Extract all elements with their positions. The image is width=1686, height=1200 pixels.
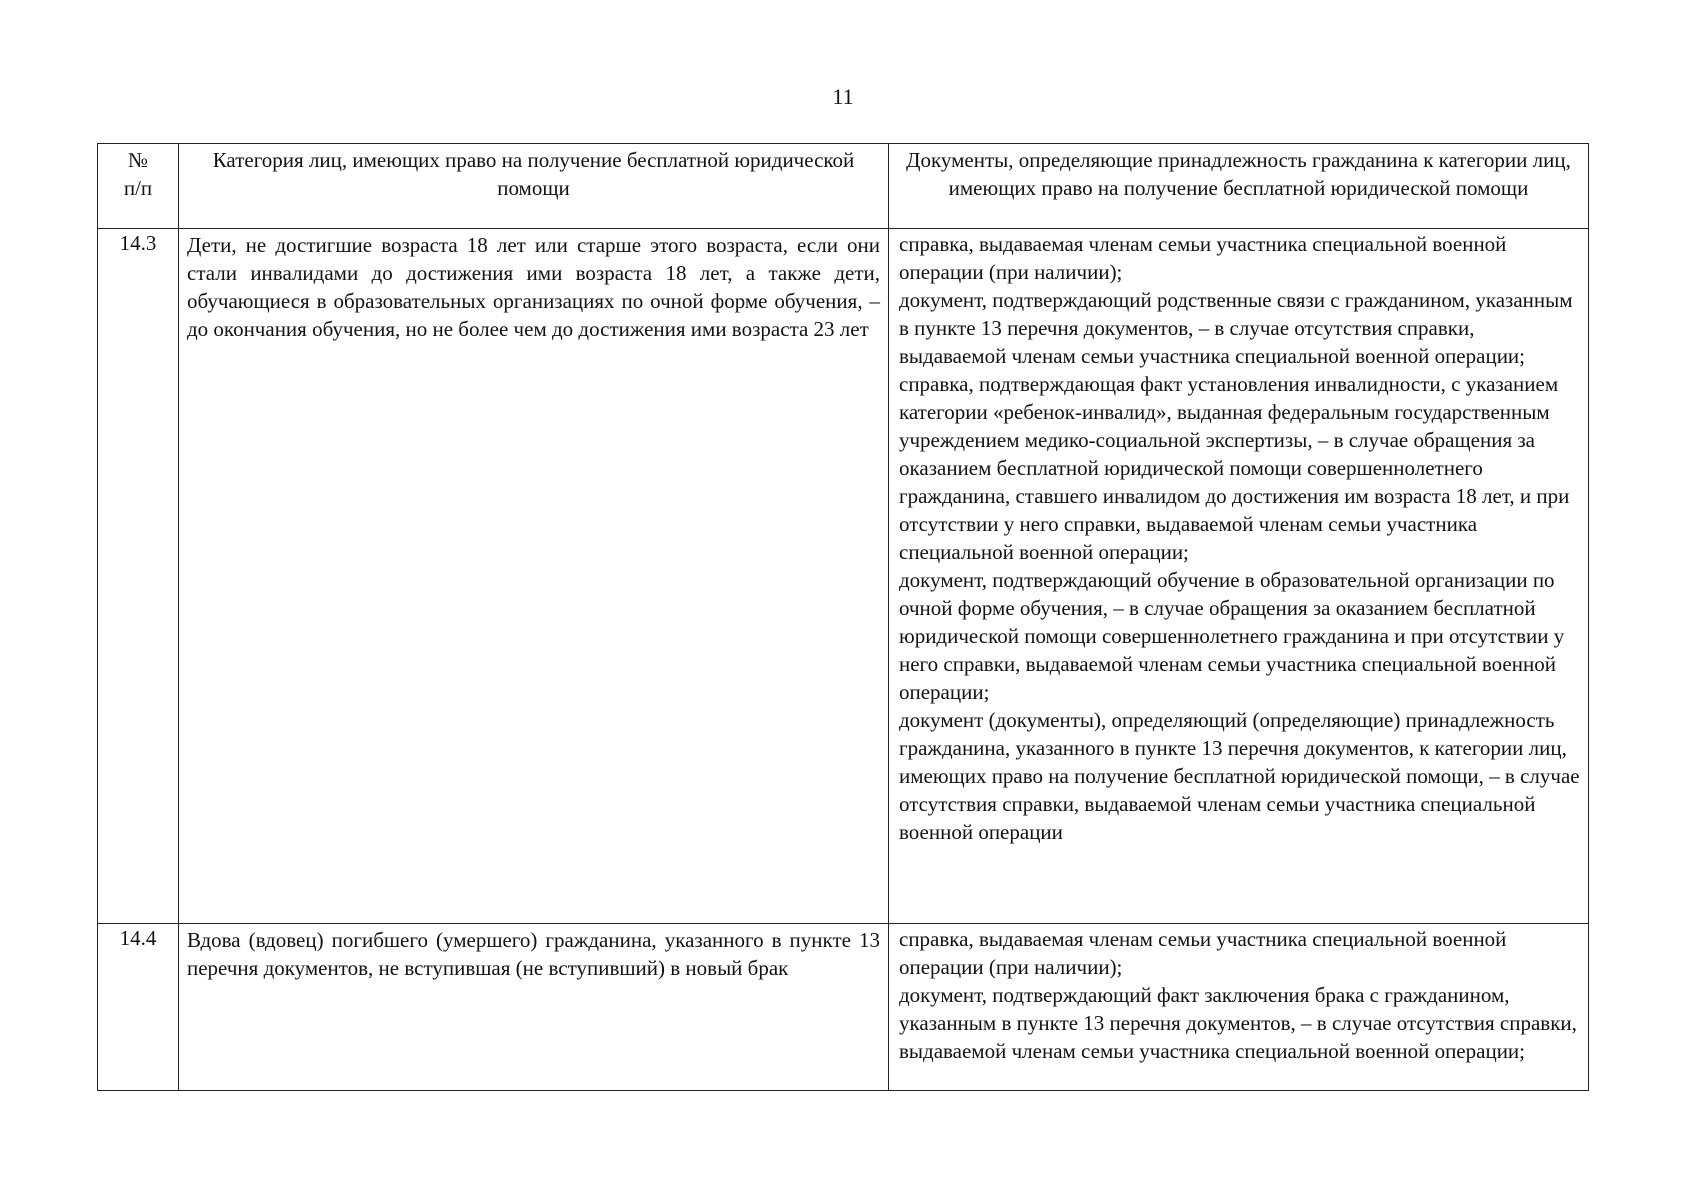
header-category: Категория лиц, имеющих право на получение бесплатной юридической помощи [179, 144, 889, 229]
header-number [98, 144, 179, 229]
header-number-line-2: п/п [123, 176, 153, 200]
document-item: справка, подтверждающая факт установления инвалидности, с указанием категории «ребенок-инвалид», выданная федеральным государственным учреждением медико-социальной экспертизы, – в случае обращения за оказанием бесплатной юридической помощи совершеннолетнего гражданина, ставшего инвалидом до достижения им возраста 18 лет, и при отсутствии у него справки, выдаваемой членам семьи участника специальной военной операции; [899, 372, 1570, 564]
row-documents [889, 229, 1589, 924]
row-documents [889, 924, 1589, 1091]
header-documents: Документы, определяющие принадлежность гражданина к категории лиц, имеющих право на получение бесплатной юридической помощи [889, 144, 1589, 229]
row-number: 14.4 [98, 924, 179, 1091]
header-number-line-1: № [127, 148, 149, 172]
row-category: Дети, не достигшие возраста 18 лет или старше этого возраста, если они стали инвалидами до достижения ими возраста 18 лет, а также дети, обучающиеся в образовательных организациях по очной форме обучения, – до окончания обучения, но не более чем до достижения ими возраста 23 лет [179, 229, 889, 924]
row-category [179, 924, 889, 1091]
table-row [98, 229, 1589, 924]
page-number: 11 [832, 84, 854, 109]
document-item: документ, подтверждающий родственные связи с гражданином, указанным в пункте 13 перечня документов, – в случае отсутствия справки, выдаваемой членам семьи участника специальной военной операции; [899, 288, 1573, 368]
document-item: справка, выдаваемая членам семьи участника специальной военной операции (при наличии); [899, 232, 1507, 284]
document-item: документ (документы), определяющий (определяющие) принадлежность гражданина, указанного в пункте 13 перечня документов, к категории лиц, имеющих право на получение бесплатной юридической помощи, – в случае отсутствия справки, выдаваемой членам семьи участника специальной военной операции [899, 708, 1580, 844]
row-number: 14.3 [98, 229, 179, 924]
table-row [98, 924, 1589, 1091]
document-item: документ, подтверждающий факт заключения брака с гражданином, указанным в пункте 13 перечня документов, – в случае отсутствия справки, выдаваемой членам семьи участника специальной военной операции; [899, 983, 1577, 1063]
document-item: документ, подтверждающий обучение в образовательной организации по очной форме обучения, – в случае обращения за оказанием бесплатной юридической помощи совершеннолетнего гражданина и при отсутствии у него справки, выдаваемой членам семьи участника специальной военной операции; [899, 568, 1565, 704]
row-category-text: Вдова (вдовец) погибшего (умершего) гражданина, указанного в пункте 13 перечня документов, не вступившая (не вступивший) в новый брак [187, 928, 880, 980]
document-table [97, 143, 1589, 1091]
table-header-row [98, 144, 1589, 229]
document-item: справка, выдаваемая членам семьи участника специальной военной операции (при наличии); [899, 927, 1507, 979]
